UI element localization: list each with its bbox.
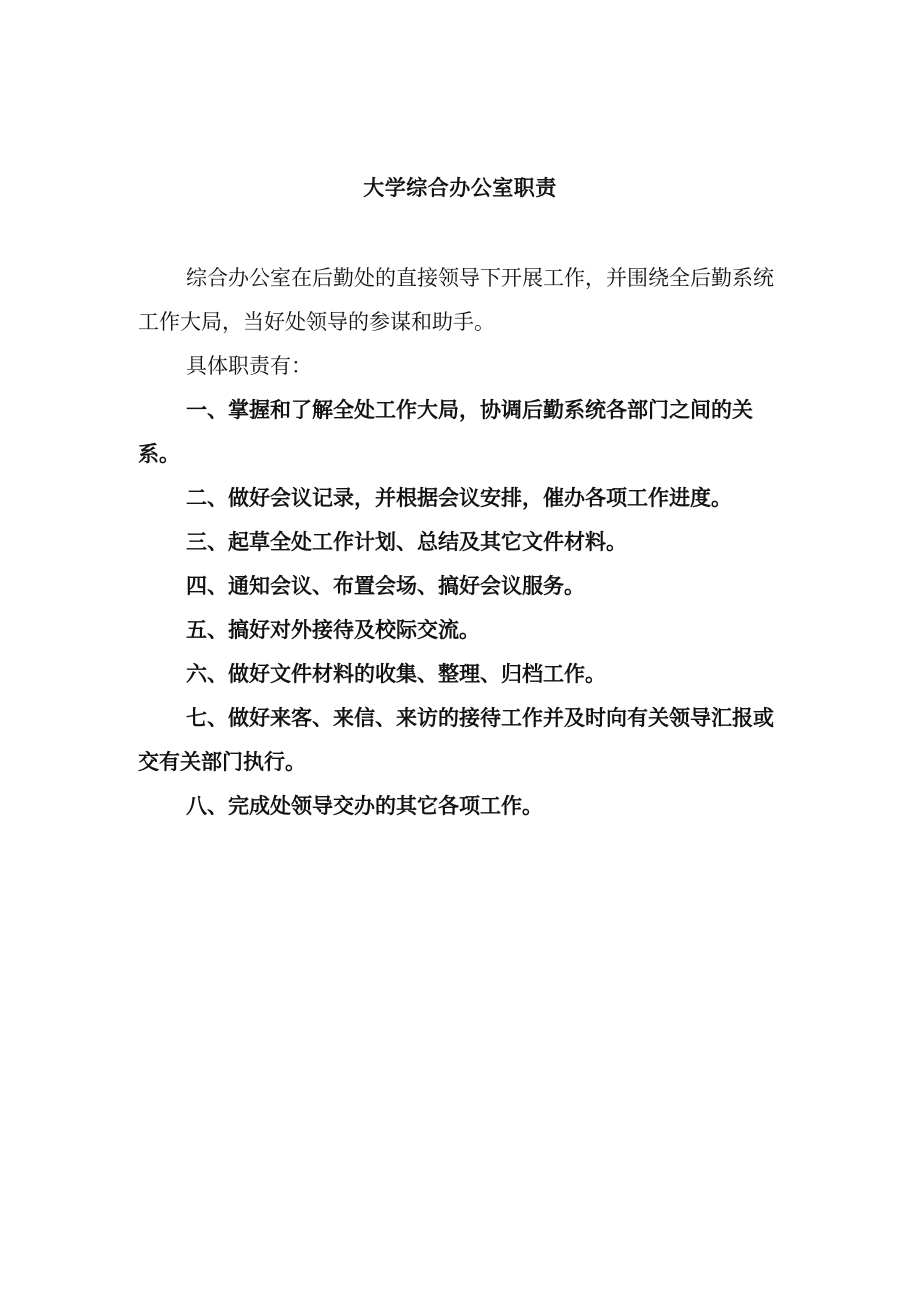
duty-item-8: 八、完成处领导交办的其它各项工作。 [186, 793, 543, 818]
duties-heading: 具体职责有： [186, 354, 312, 378]
duty-item-4: 四、通知会议、布置会场、搞好会议服务。 [186, 573, 585, 598]
document-body [138, 256, 788, 828]
duty-item-7: 七、做好来客、来信、来访的接待工作并及时向有关领导汇报或交有关部门执行。 [138, 705, 774, 774]
duty-item-3: 三、起草全处工作计划、总结及其它文件材料。 [186, 529, 627, 554]
duty-item-5: 五、搞好对外接待及校际交流。 [186, 617, 480, 642]
duty-item-2: 二、做好会议记录，并根据会议安排，催办各项工作进度。 [186, 485, 732, 510]
duty-item-1: 一、掌握和了解全处工作大局，协调后勤系统各部门之间的关系。 [138, 397, 753, 466]
document-title: 大学综合办公室职责 [363, 175, 557, 200]
intro-paragraph: 综合办公室在后勤处的直接领导下开展工作，并围绕全后勤系统工作大局，当好处领导的参谋和助手。 [138, 266, 774, 334]
duty-item-6: 六、做好文件材料的收集、整理、归档工作。 [186, 661, 606, 686]
